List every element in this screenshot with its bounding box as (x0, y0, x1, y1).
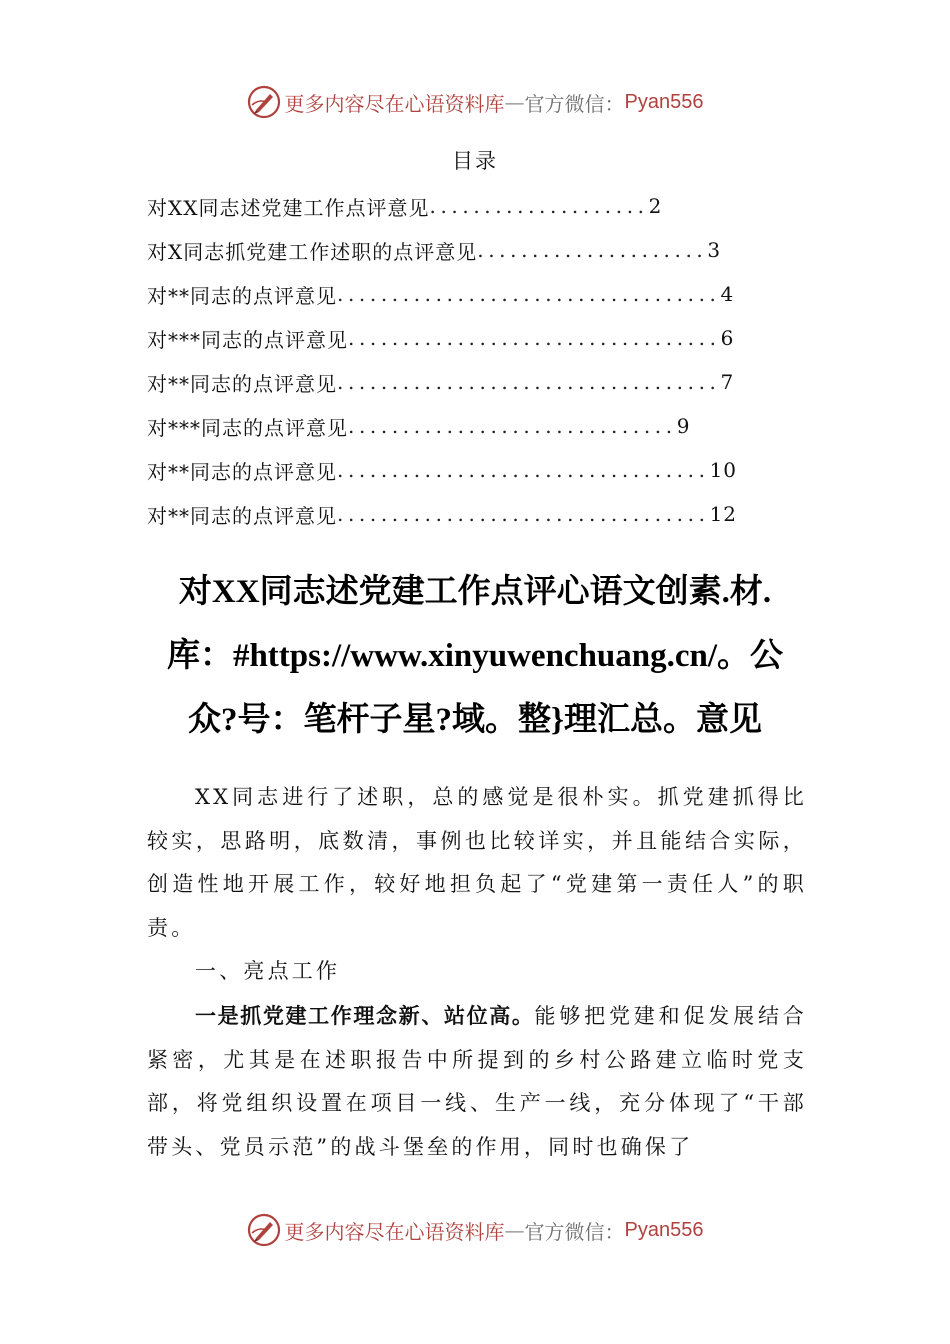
toc-item-page: 6 (720, 326, 735, 350)
pen-logo-icon (247, 1213, 281, 1247)
heading-line: 众?号：笔杆子星?域。整}理汇总。意见 (187, 702, 762, 738)
toc-item-page: 9 (676, 414, 691, 438)
toc-item[interactable] (147, 404, 837, 448)
toc-item-page: 10 (709, 458, 738, 482)
header-banner (0, 82, 950, 122)
toc-leader-dots: ................................... (337, 282, 721, 306)
toc-leader-dots: .................................. (337, 458, 710, 482)
banner-wechat-label: 官方微信： (524, 1219, 625, 1244)
banner-wechat-id: Pyan556 (624, 1218, 704, 1241)
section-heading (120, 560, 830, 752)
toc-leader-dots: .................................. (337, 502, 710, 526)
paragraph (147, 994, 807, 1169)
toc-item-title: 对**同志的点评意见 (147, 503, 337, 528)
toc-leader-dots: ................................... (337, 370, 721, 394)
toc-item-title: 对X同志抓党建工作述职的点评意见 (147, 239, 478, 264)
paragraph-text: 能够把党建和促发展结合紧密，尤其是在述职报告中所提到的乡村公路建立临时党支部，将党组织设置在项目一线、生产一线，充分体现了“干部带头、党员示范”的战斗堡垒的作用，同时也确保了 (147, 1003, 808, 1159)
toc-title: 目录 (452, 149, 498, 173)
toc-item-page: 2 (648, 194, 663, 218)
toc-item-title: 对***同志的点评意见 (147, 327, 348, 352)
toc-leader-dots: .............................. (348, 414, 677, 438)
toc-leader-dots: .................... (429, 194, 649, 218)
banner-wechat-id: Pyan556 (624, 90, 704, 113)
banner-text: 更多内容尽在心语资料库 (284, 91, 505, 116)
banner-wechat-label: 官方微信： (524, 91, 625, 116)
subheading: 一、亮点工作 (195, 959, 341, 984)
toc-item[interactable] (147, 448, 837, 492)
toc-item[interactable] (147, 272, 837, 316)
toc-item-page: 7 (720, 370, 735, 394)
heading-line: 库：#https://www.xinyuwenchuang.cn/。公 (166, 638, 784, 674)
toc-item-page: 3 (707, 238, 722, 262)
toc-item[interactable] (147, 228, 837, 272)
toc-item-title: 对**同志的点评意见 (147, 459, 337, 484)
toc-leader-dots: ..................... (477, 238, 708, 262)
toc-item-page: 4 (720, 282, 735, 306)
footer-banner (0, 1210, 950, 1250)
banner-text: 更多内容尽在心语资料库 (284, 1219, 505, 1244)
paragraph-lead-bold: 一是抓党建工作理念新、站位高。 (195, 1002, 535, 1028)
banner-separator: — (504, 1218, 525, 1242)
toc-item-title: 对XX同志述党建工作点评意见 (147, 195, 430, 220)
heading-line: 对XX同志述党建工作点评心语文创素.材. (178, 574, 772, 610)
toc-item-page: 12 (709, 502, 738, 526)
toc-item-title: 对**同志的点评意见 (147, 283, 337, 308)
paragraph: XX同志进行了述职，总的感觉是很朴实。抓党建抓得比较实，思路明，底数清，事例也比较详实，并且能结合实际，创造性地开展工作，较好地担负起了“党建第一责任人”的职责。 (147, 785, 807, 940)
toc-item[interactable] (147, 316, 837, 360)
table-of-contents (147, 184, 837, 536)
toc-item[interactable] (147, 492, 837, 536)
banner-separator: — (504, 90, 525, 114)
body-text (147, 776, 807, 1169)
toc-leader-dots: .................................. (348, 326, 721, 350)
toc-item-title: 对**同志的点评意见 (147, 371, 337, 396)
toc-item-title: 对***同志的点评意见 (147, 415, 348, 440)
pen-logo-icon (247, 85, 281, 119)
toc-item[interactable] (147, 184, 837, 228)
toc-item[interactable] (147, 360, 837, 404)
